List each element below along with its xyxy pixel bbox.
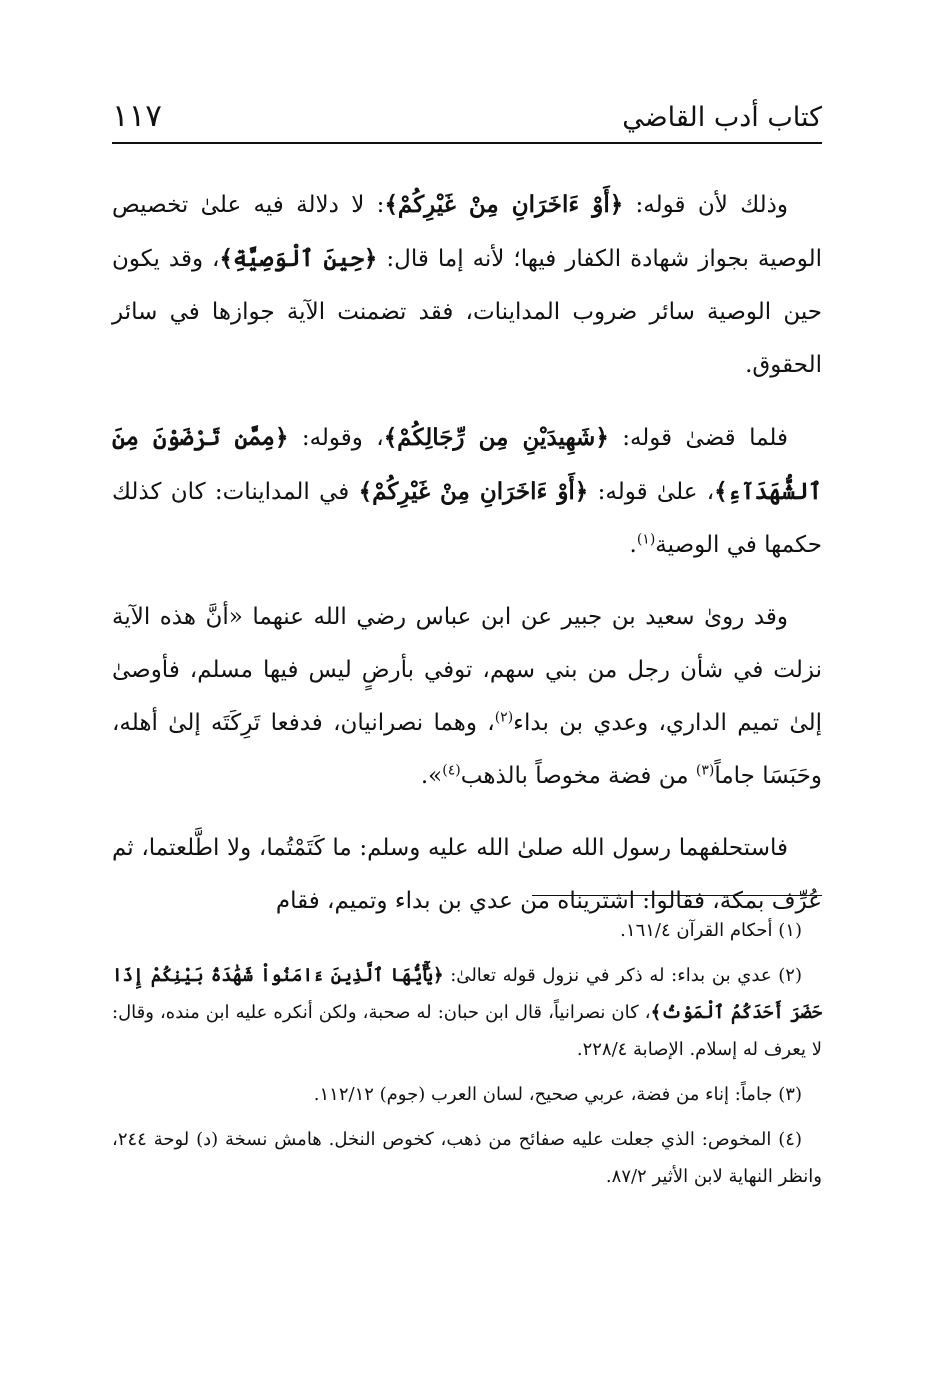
text-span: وذلك لأن قوله: (623, 192, 788, 218)
text-span: في المداينات: كان كذلك حكمها في الوصية (112, 479, 822, 558)
quran-quote: ﴿حِينَ ٱلْوَصِيَّةِ﴾ (219, 245, 378, 272)
paragraph-3 (112, 591, 822, 803)
text-span: ، وقد يكون حين الوصية سائر ضروب المداينات، فقد تضمنت الآية جوازها في سائر الحقوق. (112, 246, 822, 378)
text-span: ، وهما نصرانيان، فدفعا تَرِكَتَه إلىٰ أهله، وحَبَسَا جاماً (112, 710, 822, 789)
paragraph-2 (112, 411, 822, 572)
text-span: فلما قضىٰ قوله: (608, 425, 788, 451)
footnote-4: (٤) المخوص: الذي جعلت عليه صفائح من ذهب، كخوص النخل. هامش نسخة (د) لوحة ٢٤٤، وانظر النهاية لابن الأثير ٨٧/٢. (112, 1129, 822, 1187)
text-span: ، وقوله: (288, 425, 384, 451)
text-span: : لا دلالة فيه علىٰ تخصيص الوصية بجواز شهادة الكفار فيها؛ لأنه إما قال: (112, 192, 822, 272)
quran-quote: ﴿يَٰٓأَيُّهَا ٱلَّذِينَ ءَامَنُواْ شَهَٰدَةُ بَيْنِكُمْ إِذَا حَضَرَ أَحَدَكُمُ ٱلْمَوْتُ﴾ (112, 965, 822, 1023)
text-span: (٢) عدي بن بداء: له ذكر في نزول قوله تعالىٰ: (443, 965, 802, 986)
footnote-2 (112, 957, 822, 1068)
text-span: من فضة مخوصاً بالذهب (460, 763, 696, 789)
footnotes (112, 912, 822, 1203)
running-title: كتاب أدب القاضي (622, 102, 822, 133)
text-span: فاستحلفهما رسول الله صلىٰ الله عليه وسلم: ما كَتَمْتُما، ولا اطَّلعتما، ثم عُرِّف بمكة، فقالوا: اشتريناه من عدي بن بداء وتميم، فقام (112, 835, 822, 914)
text-span: وقد روىٰ سعيد بن جبير عن ابن عباس رضي الله عنهما «أنَّ هذه الآية نزلت في شأن رجل من بني سهم، توفي بأرضٍ ليس فيها مسلم، فأوصىٰ إلىٰ تميم الداري، وعدي بن بداء (112, 604, 822, 736)
footnote-ref-3: (٣) (695, 762, 715, 779)
quran-quote: ﴿أَوْ ءَاخَرَانِ مِنْ غَيْرِكُمْ﴾ (358, 478, 589, 505)
quran-quote: ﴿أَوْ ءَاخَرَانِ مِنْ غَيْرِكُمْ﴾ (384, 191, 624, 218)
page-number: ١١٧ (112, 98, 162, 134)
text-span: ، علىٰ قوله: (588, 479, 715, 505)
footnote-ref-2: (٢) (494, 709, 514, 726)
paragraph-1 (112, 178, 822, 392)
text-span: ، كان نصرانياً، قال ابن حبان: له صحبة، ولكن أنكره عليه ابن منده، وقال: لا يعرف له إسلام. الإصابة ٢٢٨/٤. (112, 1002, 822, 1060)
main-text (112, 178, 822, 947)
footnote-ref-1: (١) (636, 531, 656, 548)
quran-quote: ﴿مِمَّن تَرْضَوْنَ مِنَ ٱلشُّهَدَآءِ﴾ (112, 424, 822, 505)
footnote-1: (١) أحكام القرآن ١٦١/٤. (620, 920, 802, 941)
page-header (112, 96, 822, 144)
text-span: . (629, 532, 637, 558)
footnote-ref-4: (٤) (442, 762, 461, 779)
text-span: ». (420, 763, 443, 789)
footnote-3: (٣) جاماً: إناء من فضة، عربي صحيح، لسان العرب (جوم) ١١٢/١٢. (313, 1084, 802, 1105)
footnote-divider (532, 895, 822, 896)
quran-quote: ﴿شَهِيدَيْنِ مِن رِّجَالِكُمْ﴾ (383, 424, 609, 451)
